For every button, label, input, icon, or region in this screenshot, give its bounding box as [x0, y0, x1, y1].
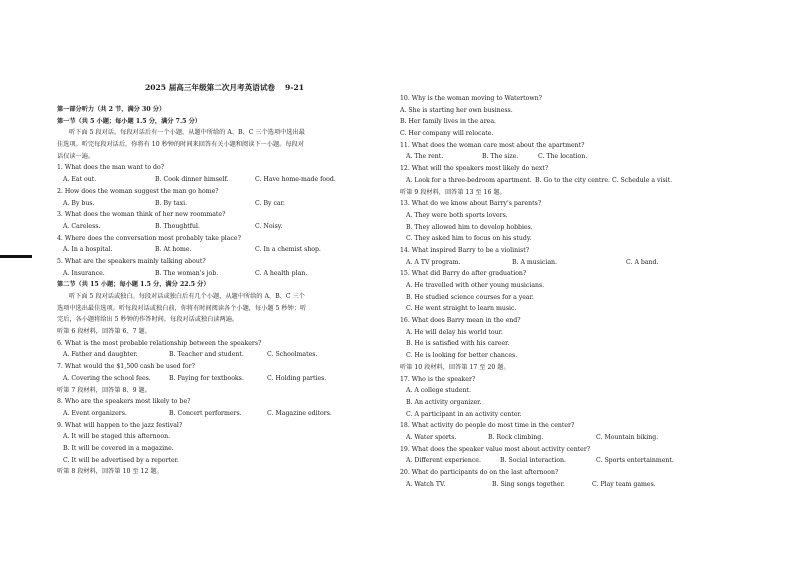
question-text: 20. What do participants do on the last afternoon?: [400, 469, 559, 476]
question-text: 19. What does the speaker value most about activity center?: [400, 445, 591, 453]
option-b[interactable]: B. A musician.: [512, 258, 558, 266]
option-b[interactable]: B. He is satisfied with his career.: [406, 340, 510, 348]
directions-line: 完后，各小题将给出 5 秒钟的作答时间。每段对话或独白读两遍。: [57, 316, 239, 324]
question-text: 4. Where does the conversation most probably take place?: [57, 234, 241, 242]
directions-line: 话仅读一遍。: [57, 152, 95, 160]
option-a[interactable]: A. The rent.: [406, 153, 444, 161]
material-note: 听第 10 段材料，回答第 17 至 20 题。: [400, 363, 510, 371]
option-c[interactable]: C. A band.: [626, 258, 659, 266]
right-column: [400, 93, 735, 490]
material-note: 听第 7 段材料，回答第 8、9 题。: [57, 386, 151, 394]
question-text: 9. What will happen to the jazz festival?: [57, 421, 183, 429]
option-a[interactable]: A. In a hospital.: [63, 246, 113, 254]
option-a[interactable]: A. A TV program.: [406, 258, 461, 266]
option-c[interactable]: C. Have home-made food.: [255, 176, 336, 184]
options-row: [400, 455, 735, 467]
option-a[interactable]: A. They were both sports lovers.: [406, 211, 508, 219]
option-a[interactable]: A. Watch TV.: [406, 480, 446, 488]
material-note: 听第 9 段材料，回答第 13 至 16 题。: [400, 188, 506, 196]
material-note: 听第 6 段材料，回答第 6、7 题。: [57, 328, 151, 336]
option-a[interactable]: A. Father and daughter.: [63, 351, 138, 359]
options-row: [400, 151, 735, 163]
option-a[interactable]: A. Water sports.: [406, 433, 457, 441]
option-c[interactable]: C. A participant in an activity center.: [406, 410, 522, 418]
option-b[interactable]: B. The woman's job.: [155, 269, 219, 277]
question-text: 15. What did Barry do after graduation?: [400, 270, 527, 278]
material-note: 听第 8 段材料，回答第 10 至 12 题。: [57, 468, 163, 476]
option-a[interactable]: A. A college student.: [406, 387, 471, 395]
option-a[interactable]: A. Eat out.: [63, 176, 97, 184]
option-c[interactable]: C. It will be advertised by a reporter.: [63, 456, 179, 464]
left-column: [57, 104, 392, 478]
options-row: [57, 408, 392, 420]
option-a[interactable]: A. Covering the school fees.: [63, 374, 151, 382]
options-row: [57, 198, 392, 210]
option-c[interactable]: C. A health plan.: [255, 269, 308, 277]
question-text: 1. What does the man want to do?: [57, 164, 165, 172]
question-text: 14. What inspired Barry to be a violinist?: [400, 246, 530, 254]
question-text: 18. What activity do people do most time in the center?: [400, 422, 575, 430]
option-a[interactable]: A. He travelled with other young musicians.: [406, 282, 545, 289]
question-text: 10. Why is the woman moving to Watertown?: [400, 95, 542, 102]
option-b[interactable]: B. Concert performers.: [169, 409, 242, 417]
option-c[interactable]: C. Sports entertainment.: [596, 457, 674, 465]
option-c[interactable]: C. Play team games.: [592, 480, 656, 488]
question-text: 8. Who are the speakers most likely to be?: [57, 398, 191, 406]
question-text: 16. What does Barry mean in the end?: [400, 317, 521, 325]
option-b[interactable]: B. At home.: [155, 246, 192, 254]
question-text: 12. What will the speakers most likely do next?: [400, 165, 549, 173]
option-c[interactable]: C. Holding parties.: [267, 374, 327, 382]
option-c[interactable]: C. Schedule a visit.: [612, 176, 673, 184]
question-text: 17. Who is the speaker?: [400, 375, 476, 383]
options-row: [57, 221, 392, 233]
directions-line: 听下面 5 段对话或独白。每段对话或独白后有几个小题，从题中所给的 A、B、C 三个: [69, 293, 305, 300]
options-row: [57, 174, 392, 186]
option-b[interactable]: B. It will be covered in a magazine.: [63, 444, 174, 452]
options-row: [57, 244, 392, 256]
option-b[interactable]: B. Thoughtful.: [155, 222, 200, 230]
option-b[interactable]: B. Go to the city centre.: [535, 176, 610, 184]
options-row: [400, 432, 735, 444]
section-heading: 第一节（共 5 小题；每小题 1.5 分，满分 7.5 分）: [57, 117, 201, 125]
directions-line: 佳选项。听完每段对话后，你将有 10 秒钟的时间来回答有关小题和阅读下一小题。每段对: [57, 141, 304, 149]
option-c[interactable]: C. The location.: [538, 153, 588, 161]
directions-line: 听下面 5 段对话。每段对话后有一个小题，从题中所给的 A、B、C 三个选项中选出最: [69, 129, 305, 137]
option-b[interactable]: B. Rock climbing.: [488, 433, 544, 441]
option-c[interactable]: C. They asked him to focus on his study.: [406, 235, 532, 243]
option-a[interactable]: A. She is starting her own business.: [400, 106, 513, 114]
option-a[interactable]: A. He will delay his world tour.: [406, 328, 503, 336]
options-row: [400, 175, 735, 187]
option-c[interactable]: C. He went straight to learn music.: [406, 305, 517, 313]
section-heading: 第二节（共 15 小题；每小题 1.5 分，满分 22.5 分）: [57, 281, 210, 289]
option-b[interactable]: B. He studied science courses for a year.: [406, 293, 534, 301]
question-text: 6. What is the most probable relationship between the speakers?: [57, 339, 262, 347]
option-b[interactable]: B. Her family lives in the area.: [400, 118, 496, 126]
option-c[interactable]: C. In a chemist shop.: [255, 246, 321, 254]
option-c[interactable]: C. By car.: [255, 199, 285, 207]
option-b[interactable]: B. The size.: [482, 153, 519, 161]
options-row: [57, 349, 392, 361]
option-a[interactable]: A. Careless.: [63, 222, 101, 230]
binding-edge-mark: [0, 255, 32, 258]
option-a[interactable]: A. Different experience.: [406, 457, 481, 465]
option-a[interactable]: A. It will be staged this afternoon.: [63, 433, 171, 441]
question-text: 13. What do we know about Barry's parents?: [400, 200, 542, 208]
exam-date: 9-21: [285, 83, 305, 92]
directions-line: 选项中选出最佳选项。听每段对话或独白前，你将有时间阅读各个小题，每小题 5 秒钟；听: [57, 304, 307, 312]
option-a[interactable]: A. Look for a three-bedroom apartment.: [406, 176, 532, 184]
option-b[interactable]: B. Cook dinner himself.: [155, 176, 229, 184]
options-row: [57, 373, 392, 385]
option-c[interactable]: C. Magazine editors.: [267, 409, 332, 417]
question-text: 7. What would the $1,500 cash be used for?: [57, 363, 195, 371]
exam-title: [57, 83, 392, 93]
options-row: [400, 479, 735, 491]
option-b[interactable]: B. Sing songs together.: [492, 480, 565, 488]
option-c[interactable]: C. Noisy.: [255, 222, 283, 230]
option-a[interactable]: A. Insurance.: [63, 269, 105, 277]
question-text: 2. How does the woman suggest the man go home?: [57, 187, 219, 195]
options-row: [400, 257, 735, 269]
option-c[interactable]: C. Mountain biking.: [596, 433, 659, 441]
exam-title-text: 2025 届高三年级第二次月考英语试卷: [144, 83, 276, 92]
option-b[interactable]: B. Teacher and student.: [169, 351, 244, 359]
option-c[interactable]: C. Schoolmates.: [267, 351, 318, 359]
option-b[interactable]: B. They allowed him to develop hobbies.: [406, 223, 533, 231]
option-c[interactable]: C. Her company will relocate.: [400, 130, 494, 138]
option-b[interactable]: B. An activity organizer.: [406, 398, 482, 406]
option-c[interactable]: C. He is looking for better chances.: [406, 352, 518, 360]
option-b[interactable]: B. Paying for textbooks.: [169, 374, 244, 382]
question-text: 11. What does the woman care most about the apartment?: [400, 141, 585, 149]
option-b[interactable]: B. Social interaction.: [500, 457, 566, 465]
part-heading: 第一部分听力（共 2 节，满分 30 分）: [57, 106, 166, 113]
question-text: 3. What does the woman think of her new roommate?: [57, 211, 226, 219]
question-text: 5. What are the speakers mainly talking about?: [57, 257, 206, 265]
option-a[interactable]: A. By bus.: [63, 199, 95, 207]
options-row: [57, 268, 392, 280]
option-b[interactable]: B. By taxi.: [155, 199, 188, 207]
option-a[interactable]: A. Event organizers.: [63, 409, 127, 417]
